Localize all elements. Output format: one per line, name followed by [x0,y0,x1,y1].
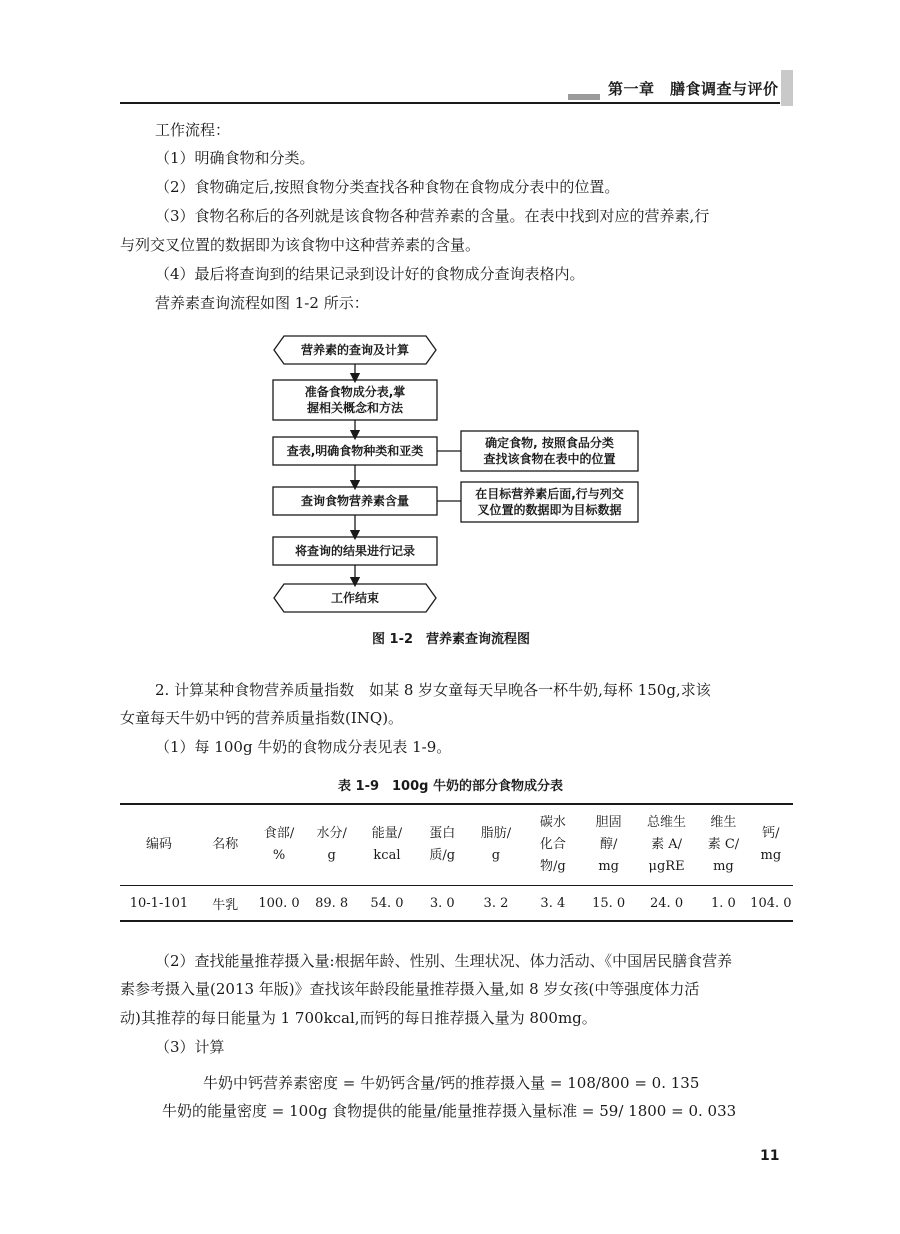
inq-intro-line-2: 女童每天牛奶中钙的营养质量指数(INQ)。 [120,709,404,727]
col-header-protein: 蛋白 质/g [416,804,469,886]
col-header-edible: 食部/ % [253,804,306,886]
formula-calcium-density: 牛奶中钙营养素密度 = 牛奶钙含量/钙的推荐摄入量 = 108/800 = 0. 135 [203,1074,700,1092]
flow-step-3-note-line-2: 叉位置的数据即为目标数据 [477,503,622,517]
workflow-heading: 工作流程： [155,121,231,139]
energy-step-line-1: （2）查找能量推荐摄入量:根据年龄、性别、生理状况、体力活动、《中国居民膳食营养 [155,952,733,970]
food-composition-table [120,803,793,922]
cell-cholesterol: 15. 0 [582,886,635,922]
table-row [120,886,793,922]
flow-step-3-label: 查询食物营养素含量 [300,494,409,508]
col-header-calcium: 钙/ mg [749,804,793,886]
col-header-carbohydrate: 碳水 化合 物/g [523,804,582,886]
col-header-water: 水分/ g [305,804,358,886]
cell-edible: 100. 0 [253,886,306,922]
workflow-step-1: （1）明确食物和分类。 [155,149,315,167]
cell-code: 10-1-101 [120,886,198,922]
cell-calcium: 104. 0 [749,886,793,922]
col-header-fat: 脂肪/ g [469,804,524,886]
col-header-energy: 能量/ kcal [358,804,416,886]
cell-water: 89. 8 [305,886,358,922]
flow-step-1-line-2: 握相关概念和方法 [306,401,403,415]
flow-step-2-note-line-2: 查找该食物在表中的位置 [483,452,616,466]
formula-energy-density: 牛奶的能量密度 = 100g 食物提供的能量/能量推荐摄入量标准 = 59/ 1800 = 0. 033 [162,1102,737,1120]
cell-protein: 3. 0 [416,886,469,922]
flow-step-1-line-1: 准备食物成分表,掌 [304,385,406,399]
flow-step-4-label: 将查询的结果进行记录 [294,544,415,558]
cell-carbohydrate: 3. 4 [523,886,582,922]
inq-step-1: （1）每 100g 牛奶的食物成分表见表 1-9。 [155,738,452,756]
flow-step-2-label: 查表,明确食物种类和亚类 [286,444,424,458]
flow-step-3-note-line-1: 在目标营养素后面,行与列交 [475,487,624,501]
workflow-step-3: （3）食物名称后的各列就是该食物各种营养素的含量。在表中找到对应的营养素,行 [155,207,710,225]
page-number: 11 [760,1148,780,1164]
workflow-step-4: （4）最后将查询到的结果记录到设计好的食物成分查询表格内。 [155,265,585,283]
figure-caption: 图 1-2 营养素查询流程图 [372,632,531,647]
cell-name: 牛乳 [198,886,253,922]
calc-step: （3）计算 [155,1038,225,1056]
col-header-cholesterol: 胆固 醇/ mg [582,804,635,886]
col-header-vitamin-c: 维生 素 C/ mg [698,804,749,886]
workflow-step-2: （2）食物确定后,按照食物分类查找各种食物在食物成分表中的位置。 [155,178,620,196]
table-caption: 表 1-9 100g 牛奶的部分食物成分表 [338,779,563,794]
col-header-vitamin-a: 总维生 素 A/ μgRE [635,804,698,886]
energy-step-line-2: 素参考摄入量(2013 年版)》查找该年龄段能量推荐摄入量,如 8 岁女孩(中等强度体力活 [120,980,700,998]
flow-end-label: 工作结束 [330,591,379,605]
inq-intro-line-1: 2. 计算某种食物营养质量指数 如某 8 岁女童每天早晚各一杯牛奶,每杯 150g,求该 [155,681,711,699]
flow-start-label: 营养素的查询及计算 [300,343,409,357]
table-header-row [120,804,793,886]
flow-step-2-note-line-1: 确定食物, 按照食品分类 [485,436,614,450]
figure-intro: 营养素查询流程如图 1-2 所示： [155,294,369,312]
col-header-code: 编码 [120,804,198,886]
cell-vitamin-c: 1. 0 [698,886,749,922]
chapter-title: 第一章 膳食调查与评价 [608,80,779,98]
cell-energy: 54. 0 [358,886,416,922]
col-header-name: 名称 [198,804,253,886]
energy-step-line-3: 动)其推荐的每日能量为 1 700kcal,而钙的每日推荐摄入量为 800mg。 [120,1009,597,1027]
cell-vitamin-a: 24. 0 [635,886,698,922]
cell-fat: 3. 2 [469,886,524,922]
workflow-step-3-cont: 与列交叉位置的数据即为该食物中这种营养素的含量。 [120,236,481,254]
